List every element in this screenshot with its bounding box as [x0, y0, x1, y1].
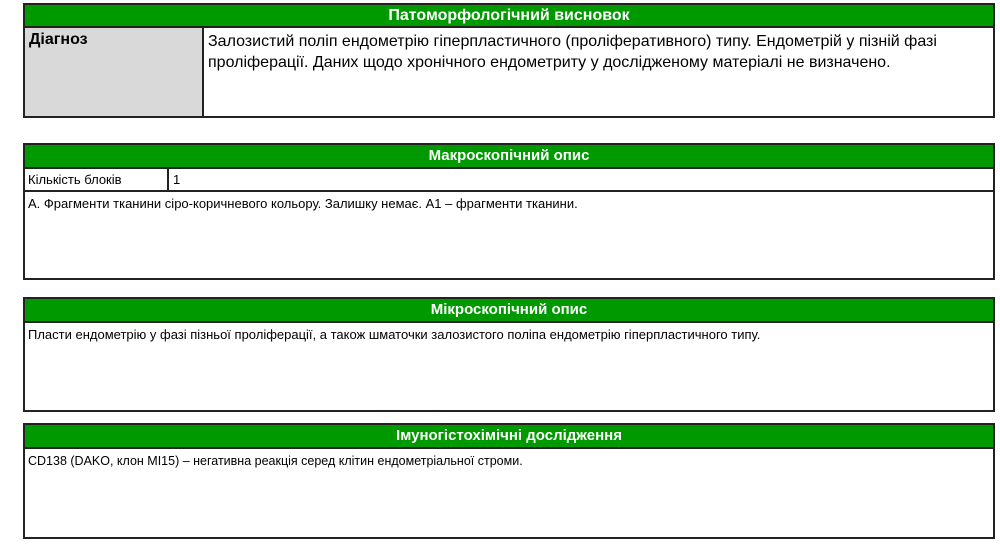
ihc-section: [23, 423, 995, 539]
blocks-count-label: Кількість блоків: [25, 169, 169, 190]
section-header: Патоморфологічний висновок: [25, 5, 993, 28]
microscopic-section: [23, 297, 995, 412]
pathology-conclusion-section: [23, 3, 995, 118]
microscopic-text: Пласти ендометрію у фазі пізньої проліферації, а також шматочки залозистого поліпа ендометрію гіперпластичного типу.: [28, 327, 761, 342]
section-header: Імуногістохімічні дослідження: [25, 425, 993, 449]
diagnosis-label: Діагноз: [25, 28, 204, 116]
section-header: Макроскопічний опис: [25, 145, 993, 169]
diagnosis-row: [25, 28, 993, 116]
diagnosis-text: Залозистий поліп ендометрію гіперпластичного (проліферативного) типу. Ендометрій у пізній фазі проліферації. Даних щодо хронічного ендометриту у дослідженому матеріалі не визначено.: [208, 33, 937, 71]
section-header: Мікроскопічний опис: [25, 299, 993, 323]
ihc-text: CD138 (DAKO, клон MI15) – негативна реакція серед клітин ендометріальної строми.: [28, 454, 523, 468]
blocks-count-row: [25, 169, 993, 192]
macroscopic-text: А. Фрагменти тканини сіро-коричневого кольору. Залишку немає. А1 – фрагменти тканини.: [28, 196, 578, 211]
blocks-count-value: 1: [173, 172, 181, 187]
macroscopic-section: [23, 143, 995, 280]
